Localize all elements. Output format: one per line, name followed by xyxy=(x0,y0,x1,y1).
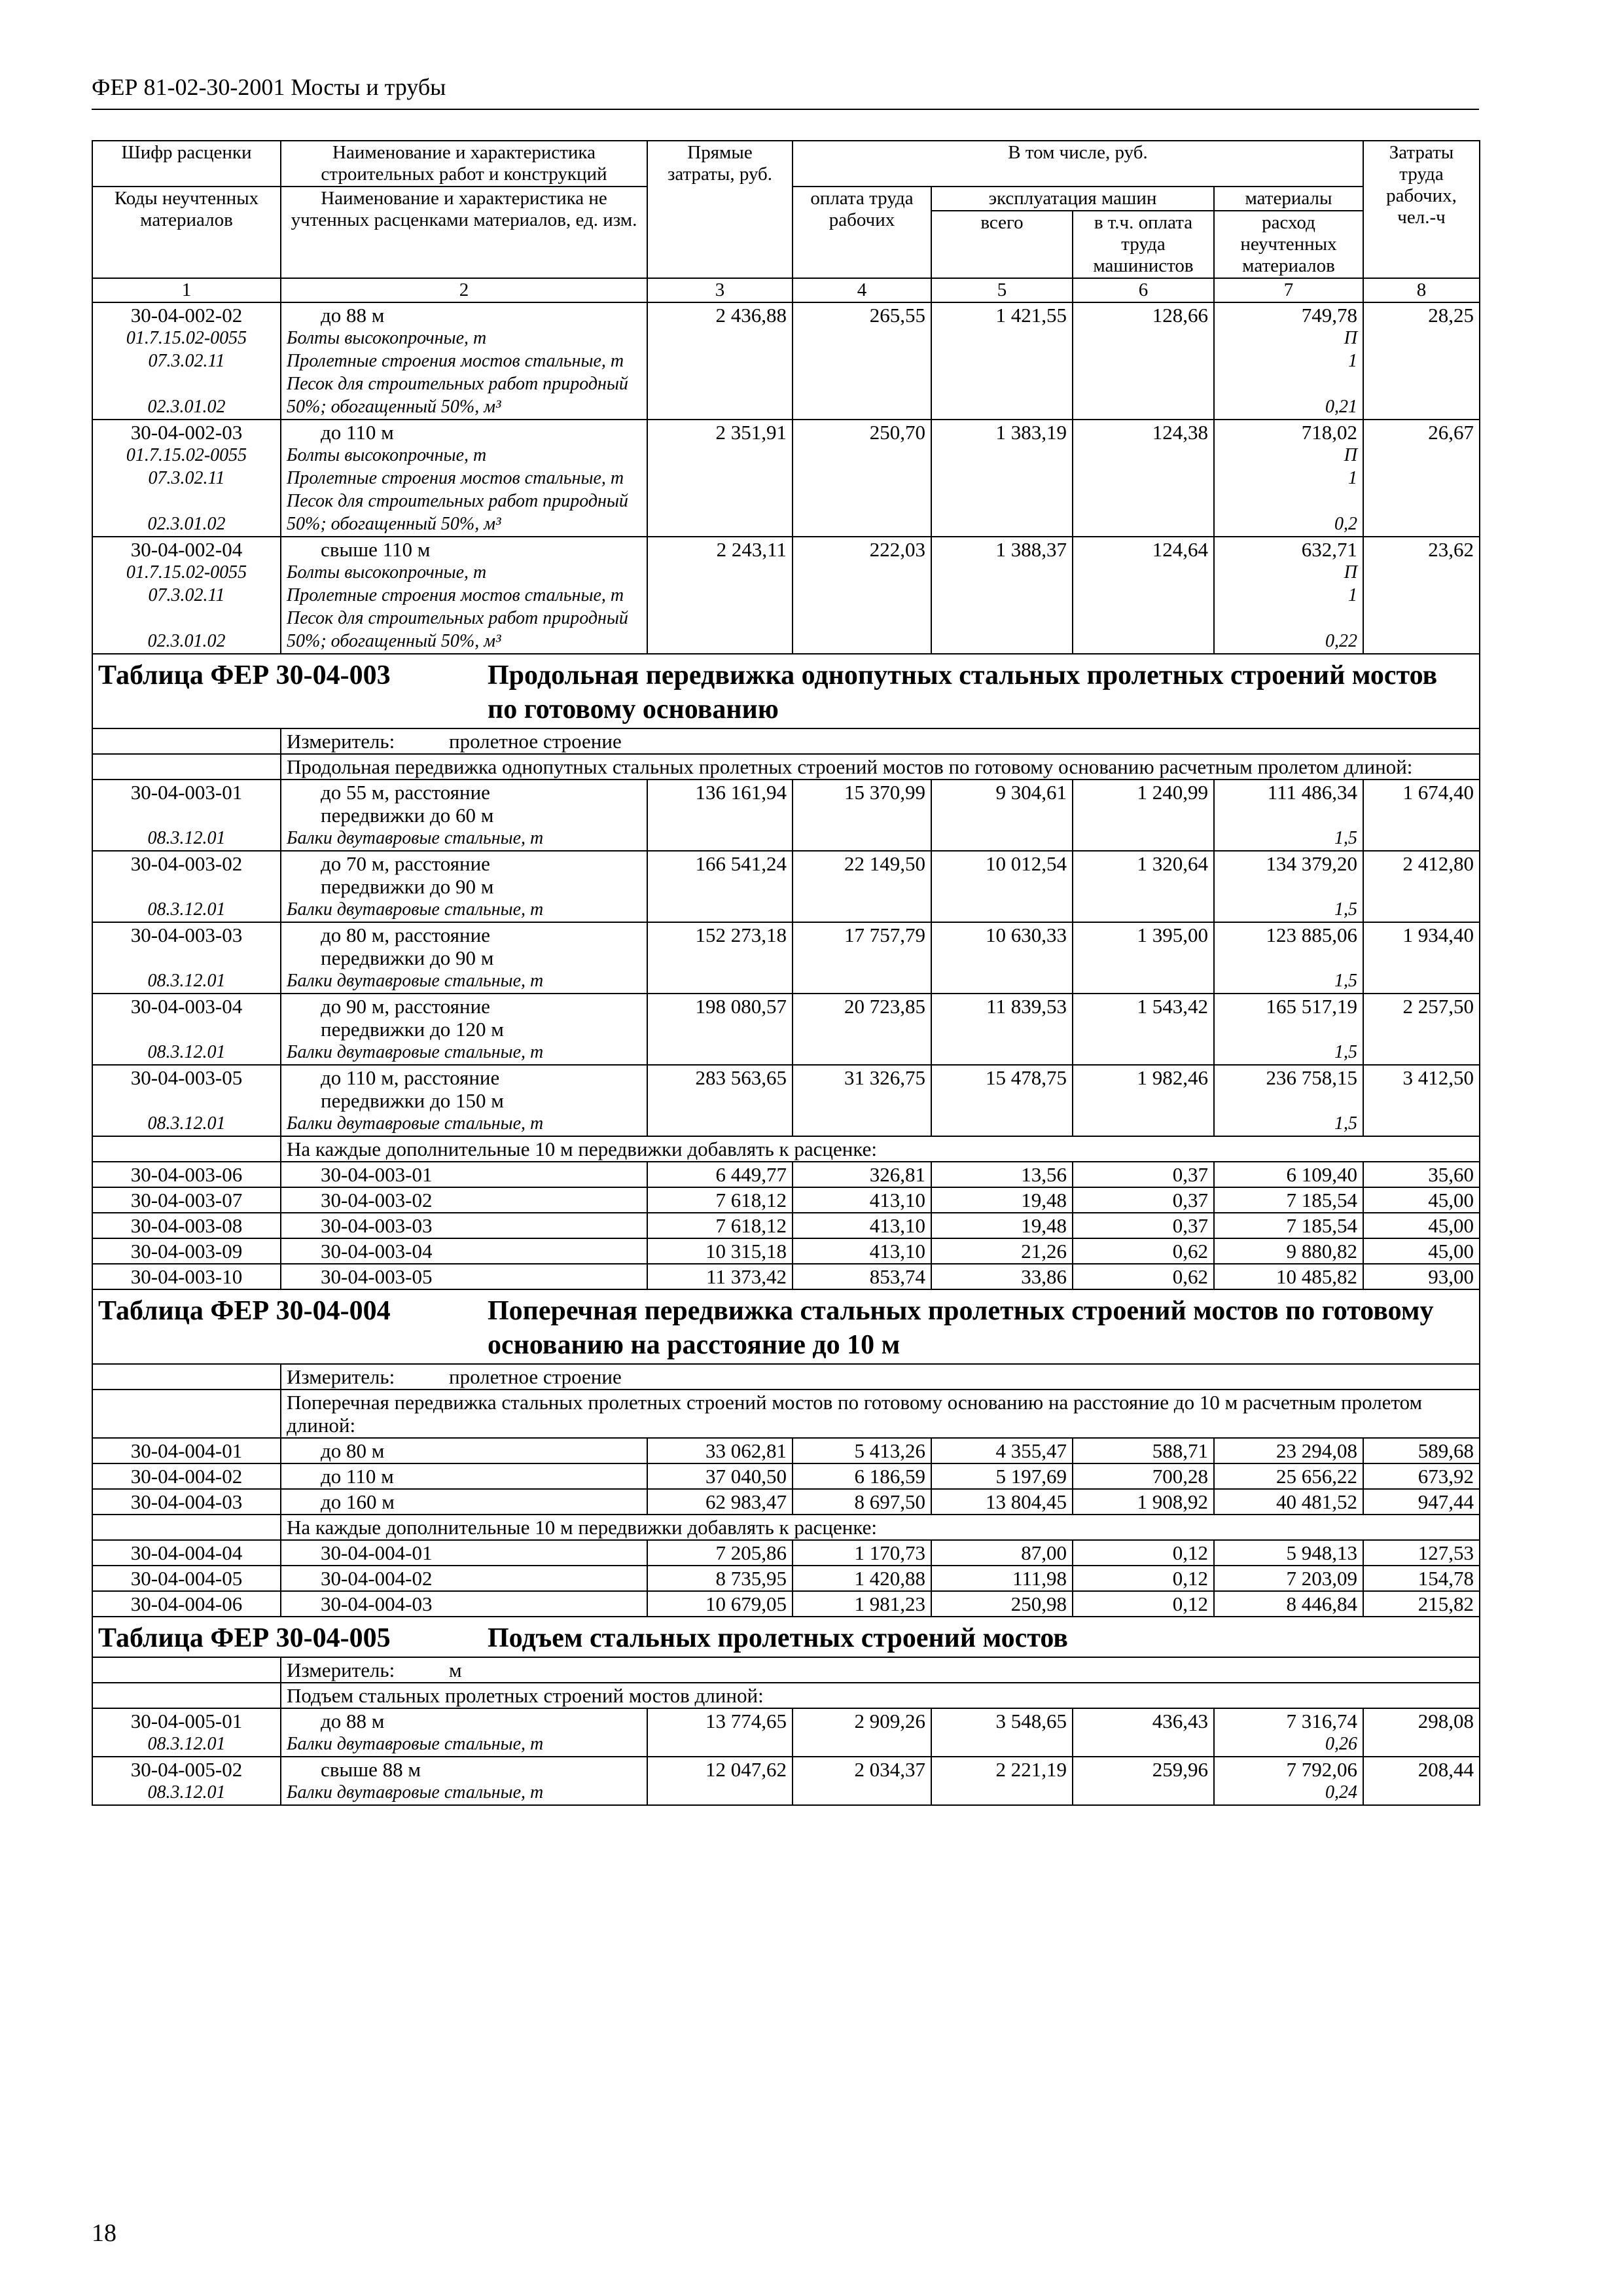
material-name: Балки двутавровые стальные, т xyxy=(287,1113,544,1134)
rate-row xyxy=(92,420,1480,537)
labor-hours: 28,25 xyxy=(1363,302,1480,420)
labor-hours: 127,53 xyxy=(1363,1540,1480,1566)
machines-total: 10 630,33 xyxy=(931,922,1073,994)
labor-pay: 265,55 xyxy=(793,302,931,420)
page-header: ФЕР 81-02-30-2001 Мосты и трубы xyxy=(92,74,446,100)
table-description: Подъем стальных пролетных строений мостов длиной: xyxy=(281,1683,1480,1708)
rate-code: 30-04-002-04 xyxy=(130,538,243,561)
machines-total: 1 383,19 xyxy=(931,420,1073,537)
rate-name: до 110 м xyxy=(281,1463,647,1489)
material-code: 07.3.02.11 xyxy=(148,585,225,605)
col-materials-header: материалы xyxy=(1214,187,1363,211)
base-rate-ref: 30-04-003-01 xyxy=(281,1162,647,1187)
material-name: Песок для строительных работ природный 50%; обогащенный 50%, м³ xyxy=(287,608,628,651)
rate-name: свыше 110 м xyxy=(321,538,431,561)
add-note: На каждые дополнительные 10 м передвижки добавлять к расценке: xyxy=(281,1515,1480,1540)
material-code: 07.3.02.11 xyxy=(148,351,225,371)
table-title-row xyxy=(92,1289,1480,1364)
measure-label: Измеритель: xyxy=(287,730,395,753)
direct-cost: 8 735,95 xyxy=(647,1566,793,1591)
col-mat-use-header: расход неучтенных материалов xyxy=(1214,211,1363,278)
rate-name: до 90 м, расстояние xyxy=(321,995,490,1018)
machines-total: 13 804,45 xyxy=(931,1489,1073,1515)
direct-cost: 7 618,12 xyxy=(647,1213,793,1238)
labor-pay: 250,70 xyxy=(793,420,931,537)
machinists-pay: 588,71 xyxy=(1073,1438,1214,1463)
direct-cost: 11 373,42 xyxy=(647,1264,793,1289)
direct-cost: 2 351,91 xyxy=(647,420,793,537)
add-rate-row xyxy=(92,1238,1480,1264)
labor-hours: 1 934,40 xyxy=(1363,922,1480,994)
materials-cost: 123 885,06 xyxy=(1266,924,1357,946)
materials-cost: 165 517,19 xyxy=(1266,995,1357,1018)
material-name: Балки двутавровые стальные, т xyxy=(287,1042,544,1062)
col-mach-pay-header: в т.ч. оплата труда машинистов xyxy=(1073,211,1214,278)
material-name: Болты высокопрочные, т xyxy=(287,445,487,465)
material-qty: 1,5 xyxy=(1334,828,1357,848)
materials-cost: 7 203,09 xyxy=(1214,1566,1363,1591)
rate-code: 30-04-003-05 xyxy=(130,1066,243,1089)
table-name: Подъем стальных пролетных строений мостов xyxy=(488,1623,1068,1653)
material-code: 01.7.15.02-0055 xyxy=(126,445,247,465)
table-name: Продольная передвижка однопутных стальных пролетных строений мостов по готовому основанию xyxy=(488,660,1438,725)
materials-cost: 10 485,82 xyxy=(1214,1264,1363,1289)
rate-name-cont: передвижки до 120 м xyxy=(321,1018,504,1041)
machines-total: 19,48 xyxy=(931,1187,1073,1213)
materials-cost: 6 109,40 xyxy=(1214,1162,1363,1187)
col-number: 3 xyxy=(647,278,793,302)
rate-name: до 80 м, расстояние xyxy=(321,924,490,946)
base-rate-ref: 30-04-003-04 xyxy=(281,1238,647,1264)
rate-row xyxy=(92,922,1480,994)
labor-hours: 947,44 xyxy=(1363,1489,1480,1515)
rate-code: 30-04-004-04 xyxy=(92,1540,281,1566)
direct-cost: 2 436,88 xyxy=(647,302,793,420)
base-rate-ref: 30-04-004-01 xyxy=(281,1540,647,1566)
col-number: 6 xyxy=(1073,278,1214,302)
rate-name: до 70 м, расстояние xyxy=(321,852,490,875)
labor-pay: 20 723,85 xyxy=(793,994,931,1065)
col-direct-header: Прямые затраты, руб. xyxy=(647,141,793,278)
rate-row xyxy=(92,1708,1480,1757)
measure-value: м xyxy=(449,1659,462,1681)
rate-code: 30-04-004-01 xyxy=(92,1438,281,1463)
machines-total: 3 548,65 xyxy=(931,1708,1073,1757)
labor-pay: 2 034,37 xyxy=(793,1757,931,1805)
material-name: Балки двутавровые стальные, т xyxy=(287,1734,544,1754)
material-code: 01.7.15.02-0055 xyxy=(126,562,247,583)
machinists-pay: 1 240,99 xyxy=(1073,780,1214,851)
rate-row xyxy=(92,1463,1480,1489)
direct-cost: 33 062,81 xyxy=(647,1438,793,1463)
materials-cost: 7 185,54 xyxy=(1214,1187,1363,1213)
machines-total: 1 388,37 xyxy=(931,537,1073,654)
material-code: 07.3.02.11 xyxy=(148,468,225,488)
col-number: 8 xyxy=(1363,278,1480,302)
material-qty: 1,5 xyxy=(1334,1042,1357,1062)
col-labor-header: Затраты труда рабочих, чел.-ч xyxy=(1363,141,1480,278)
machinists-pay: 124,38 xyxy=(1073,420,1214,537)
materials-cost: 23 294,08 xyxy=(1214,1438,1363,1463)
labor-hours: 298,08 xyxy=(1363,1708,1480,1757)
rate-code: 30-04-003-02 xyxy=(130,852,243,875)
labor-hours: 673,92 xyxy=(1363,1463,1480,1489)
rate-name: до 110 м xyxy=(321,421,394,444)
measure-row xyxy=(92,1657,1480,1683)
col-mach-total-header: всего xyxy=(931,211,1073,278)
labor-pay: 2 909,26 xyxy=(793,1708,931,1757)
add-note-row xyxy=(92,1515,1480,1540)
labor-hours: 1 674,40 xyxy=(1363,780,1480,851)
machinists-pay: 1 320,64 xyxy=(1073,851,1214,922)
header-rule xyxy=(92,109,1479,110)
material-code: 08.3.12.01 xyxy=(147,1042,226,1062)
material-code: 02.3.01.02 xyxy=(147,514,226,534)
machinists-pay: 436,43 xyxy=(1073,1708,1214,1757)
material-code: 01.7.15.02-0055 xyxy=(126,328,247,348)
machinists-pay: 0,62 xyxy=(1073,1264,1214,1289)
labor-pay: 413,10 xyxy=(793,1238,931,1264)
col-name-header: Наименование и характеристика строительных работ и конструкций xyxy=(281,141,647,187)
material-qty: 1 xyxy=(1348,468,1357,488)
direct-cost: 7 205,86 xyxy=(647,1540,793,1566)
rate-code: 30-04-003-09 xyxy=(92,1238,281,1264)
material-qty: П xyxy=(1344,445,1357,465)
base-rate-ref: 30-04-003-03 xyxy=(281,1213,647,1238)
material-code: 08.3.12.01 xyxy=(147,828,226,848)
col-matcode-header: Коды неучтенных материалов xyxy=(92,187,281,278)
material-code: 08.3.12.01 xyxy=(147,899,226,920)
machines-total: 10 012,54 xyxy=(931,851,1073,922)
col-number: 4 xyxy=(793,278,931,302)
rate-code: 30-04-002-03 xyxy=(130,421,243,444)
material-qty: 1 xyxy=(1348,585,1357,605)
machinists-pay: 0,37 xyxy=(1073,1187,1214,1213)
machines-total: 2 221,19 xyxy=(931,1757,1073,1805)
direct-cost: 10 679,05 xyxy=(647,1591,793,1617)
labor-hours: 589,68 xyxy=(1363,1438,1480,1463)
machinists-pay: 700,28 xyxy=(1073,1463,1214,1489)
add-note-row xyxy=(92,1136,1480,1162)
material-name: Пролетные строения мостов стальные, т xyxy=(287,351,624,371)
column-numbers-row xyxy=(92,278,1480,302)
material-qty: П xyxy=(1344,562,1357,583)
rate-code: 30-04-005-02 xyxy=(130,1758,243,1781)
table-name: Поперечная передвижка стальных пролетных строений мостов по готовому основанию на расстояние до 10 м xyxy=(488,1296,1434,1360)
description-row xyxy=(92,754,1480,780)
materials-cost: 7 316,74 xyxy=(1286,1710,1357,1732)
header-row-1 xyxy=(92,141,1480,187)
rate-name-cont: передвижки до 90 м xyxy=(321,875,494,898)
rate-name-cont: передвижки до 60 м xyxy=(321,804,494,827)
col-number: 1 xyxy=(92,278,281,302)
machines-total: 11 839,53 xyxy=(931,994,1073,1065)
material-qty: 1,5 xyxy=(1334,1113,1357,1134)
labor-hours: 215,82 xyxy=(1363,1591,1480,1617)
materials-cost: 236 758,15 xyxy=(1266,1066,1357,1089)
labor-hours: 23,62 xyxy=(1363,537,1480,654)
direct-cost: 166 541,24 xyxy=(647,851,793,922)
col-incl-header: В том числе, руб. xyxy=(793,141,1363,187)
table-title-row xyxy=(92,1617,1480,1657)
machines-total: 250,98 xyxy=(931,1591,1073,1617)
add-rate-row xyxy=(92,1566,1480,1591)
col-machines-header: эксплуатация машин xyxy=(931,187,1214,211)
machinists-pay: 0,12 xyxy=(1073,1566,1214,1591)
machinists-pay: 128,66 xyxy=(1073,302,1214,420)
rate-code: 30-04-002-02 xyxy=(130,304,243,327)
col-code-header: Шифр расценки xyxy=(92,141,281,187)
add-note: На каждые дополнительные 10 м передвижки добавлять к расценке: xyxy=(281,1136,1480,1162)
machines-total: 33,86 xyxy=(931,1264,1073,1289)
rate-row xyxy=(92,1065,1480,1136)
material-name: Песок для строительных работ природный 50%; обогащенный 50%, м³ xyxy=(287,374,628,417)
labor-hours: 2 412,80 xyxy=(1363,851,1480,922)
direct-cost: 198 080,57 xyxy=(647,994,793,1065)
description-row xyxy=(92,1390,1480,1438)
rate-code: 30-04-003-04 xyxy=(130,995,243,1018)
rate-code: 30-04-003-07 xyxy=(92,1187,281,1213)
labor-hours: 26,67 xyxy=(1363,420,1480,537)
labor-pay: 6 186,59 xyxy=(793,1463,931,1489)
materials-cost: 7 185,54 xyxy=(1214,1213,1363,1238)
machines-total: 87,00 xyxy=(931,1540,1073,1566)
machines-total: 5 197,69 xyxy=(931,1463,1073,1489)
machines-total: 21,26 xyxy=(931,1238,1073,1264)
direct-cost: 12 047,62 xyxy=(647,1757,793,1805)
materials-cost: 5 948,13 xyxy=(1214,1540,1363,1566)
rate-code: 30-04-003-01 xyxy=(130,781,243,804)
direct-cost: 152 273,18 xyxy=(647,922,793,994)
machinists-pay: 124,64 xyxy=(1073,537,1214,654)
material-name: Балки двутавровые стальные, т xyxy=(287,1782,544,1803)
rate-row xyxy=(92,994,1480,1065)
page-number: 18 xyxy=(92,2219,116,2247)
measure-row xyxy=(92,1364,1480,1390)
material-name: Пролетные строения мостов стальные, т xyxy=(287,468,624,488)
material-code: 02.3.01.02 xyxy=(147,397,226,417)
materials-cost: 9 880,82 xyxy=(1214,1238,1363,1264)
materials-cost: 25 656,22 xyxy=(1214,1463,1363,1489)
materials-cost: 632,71 xyxy=(1301,538,1357,561)
labor-pay: 31 326,75 xyxy=(793,1065,931,1136)
add-rate-row xyxy=(92,1162,1480,1187)
labor-hours: 2 257,50 xyxy=(1363,994,1480,1065)
materials-cost: 7 792,06 xyxy=(1286,1758,1357,1781)
machinists-pay: 1 543,42 xyxy=(1073,994,1214,1065)
labor-pay: 15 370,99 xyxy=(793,780,931,851)
direct-cost: 283 563,65 xyxy=(647,1065,793,1136)
price-table xyxy=(92,140,1480,1806)
rate-row xyxy=(92,780,1480,851)
material-qty: 0,22 xyxy=(1325,631,1357,651)
machinists-pay: 1 395,00 xyxy=(1073,922,1214,994)
rate-code: 30-04-003-06 xyxy=(92,1162,281,1187)
add-rate-row xyxy=(92,1540,1480,1566)
material-qty: 0,26 xyxy=(1325,1734,1357,1754)
machinists-pay: 1 982,46 xyxy=(1073,1065,1214,1136)
rate-row xyxy=(92,851,1480,922)
table-title-row xyxy=(92,654,1480,728)
measure-label: Измеритель: xyxy=(287,1365,395,1388)
rate-code: 30-04-004-03 xyxy=(92,1489,281,1515)
direct-cost: 13 774,65 xyxy=(647,1708,793,1757)
direct-cost: 10 315,18 xyxy=(647,1238,793,1264)
rate-name-cont: передвижки до 90 м xyxy=(321,946,494,969)
labor-pay: 222,03 xyxy=(793,537,931,654)
table-number: Таблица ФЕР 30-04-003 xyxy=(98,660,391,691)
machines-total: 9 304,61 xyxy=(931,780,1073,851)
machines-total: 111,98 xyxy=(931,1566,1073,1591)
direct-cost: 136 161,94 xyxy=(647,780,793,851)
col-number: 2 xyxy=(281,278,647,302)
table-description: Поперечная передвижка стальных пролетных строений мостов по готовому основанию на расстояние до 10 м расчетным пролетом длиной: xyxy=(281,1390,1480,1438)
material-name: Балки двутавровые стальные, т xyxy=(287,971,544,991)
material-qty: 0,24 xyxy=(1325,1782,1357,1803)
machines-total: 4 355,47 xyxy=(931,1438,1073,1463)
labor-pay: 413,10 xyxy=(793,1213,931,1238)
labor-hours: 208,44 xyxy=(1363,1757,1480,1805)
material-code: 08.3.12.01 xyxy=(147,1113,226,1134)
rate-code: 30-04-004-05 xyxy=(92,1566,281,1591)
material-qty: П xyxy=(1344,328,1357,348)
rate-row xyxy=(92,537,1480,654)
col-matname-header: Наименование и характеристика не учтенных расценками материалов, ед. изм. xyxy=(281,187,647,278)
material-name: Балки двутавровые стальные, т xyxy=(287,899,544,920)
labor-hours: 35,60 xyxy=(1363,1162,1480,1187)
labor-hours: 45,00 xyxy=(1363,1213,1480,1238)
machinists-pay: 0,12 xyxy=(1073,1591,1214,1617)
labor-pay: 326,81 xyxy=(793,1162,931,1187)
table-number: Таблица ФЕР 30-04-005 xyxy=(98,1623,391,1653)
machinists-pay: 0,37 xyxy=(1073,1162,1214,1187)
machines-total: 19,48 xyxy=(931,1213,1073,1238)
rate-row xyxy=(92,1489,1480,1515)
base-rate-ref: 30-04-004-02 xyxy=(281,1566,647,1591)
material-name: Пролетные строения мостов стальные, т xyxy=(287,585,624,605)
rate-row xyxy=(92,1438,1480,1463)
add-rate-row xyxy=(92,1591,1480,1617)
labor-pay: 8 697,50 xyxy=(793,1489,931,1515)
material-qty: 1 xyxy=(1348,351,1357,371)
rate-name-cont: передвижки до 150 м xyxy=(321,1089,504,1112)
add-rate-row xyxy=(92,1213,1480,1238)
rate-code: 30-04-004-02 xyxy=(92,1463,281,1489)
direct-cost: 7 618,12 xyxy=(647,1187,793,1213)
machinists-pay: 0,62 xyxy=(1073,1238,1214,1264)
materials-cost: 718,02 xyxy=(1301,421,1357,444)
materials-cost: 111 486,34 xyxy=(1267,781,1357,804)
material-name: Песок для строительных работ природный 50%; обогащенный 50%, м³ xyxy=(287,491,628,534)
material-code: 08.3.12.01 xyxy=(147,971,226,991)
table-number: Таблица ФЕР 30-04-004 xyxy=(98,1296,391,1326)
labor-hours: 154,78 xyxy=(1363,1566,1480,1591)
material-name: Балки двутавровые стальные, т xyxy=(287,828,544,848)
base-rate-ref: 30-04-004-03 xyxy=(281,1591,647,1617)
machinists-pay: 0,37 xyxy=(1073,1213,1214,1238)
labor-hours: 45,00 xyxy=(1363,1187,1480,1213)
materials-cost: 40 481,52 xyxy=(1214,1489,1363,1515)
labor-hours: 93,00 xyxy=(1363,1264,1480,1289)
base-rate-ref: 30-04-003-05 xyxy=(281,1264,647,1289)
direct-cost: 2 243,11 xyxy=(647,537,793,654)
machines-total: 15 478,75 xyxy=(931,1065,1073,1136)
col-pay-header: оплата труда рабочих xyxy=(793,187,931,278)
labor-pay: 5 413,26 xyxy=(793,1438,931,1463)
material-code: 08.3.12.01 xyxy=(147,1734,226,1754)
material-name: Болты высокопрочные, т xyxy=(287,562,487,583)
measure-row xyxy=(92,728,1480,754)
base-rate-ref: 30-04-003-02 xyxy=(281,1187,647,1213)
material-code: 02.3.01.02 xyxy=(147,631,226,651)
rate-name: до 88 м xyxy=(321,1710,385,1732)
rate-name: свыше 88 м xyxy=(321,1758,421,1781)
measure-value: пролетное строение xyxy=(449,730,622,753)
rate-row xyxy=(92,1757,1480,1805)
rate-name: до 160 м xyxy=(281,1489,647,1515)
labor-pay: 1 420,88 xyxy=(793,1566,931,1591)
rate-name: до 88 м xyxy=(321,304,385,327)
labor-pay: 22 149,50 xyxy=(793,851,931,922)
labor-pay: 1 170,73 xyxy=(793,1540,931,1566)
material-qty: 1,5 xyxy=(1334,899,1357,920)
direct-cost: 37 040,50 xyxy=(647,1463,793,1489)
rate-code: 30-04-003-03 xyxy=(130,924,243,946)
direct-cost: 62 983,47 xyxy=(647,1489,793,1515)
machines-total: 13,56 xyxy=(931,1162,1073,1187)
col-number: 5 xyxy=(931,278,1073,302)
measure-label: Измеритель: xyxy=(287,1659,395,1681)
rate-name: до 80 м xyxy=(281,1438,647,1463)
col-number: 7 xyxy=(1214,278,1363,302)
machines-total: 1 421,55 xyxy=(931,302,1073,420)
machinists-pay: 259,96 xyxy=(1073,1757,1214,1805)
labor-pay: 413,10 xyxy=(793,1187,931,1213)
rate-code: 30-04-004-06 xyxy=(92,1591,281,1617)
rate-name: до 110 м, расстояние xyxy=(321,1066,500,1089)
labor-hours: 45,00 xyxy=(1363,1238,1480,1264)
material-qty: 1,5 xyxy=(1334,971,1357,991)
machinists-pay: 0,12 xyxy=(1073,1540,1214,1566)
materials-cost: 8 446,84 xyxy=(1214,1591,1363,1617)
add-rate-row xyxy=(92,1187,1480,1213)
material-code: 08.3.12.01 xyxy=(147,1782,226,1803)
material-qty: 0,21 xyxy=(1325,397,1357,417)
direct-cost: 6 449,77 xyxy=(647,1162,793,1187)
rate-name: до 55 м, расстояние xyxy=(321,781,490,804)
add-rate-row xyxy=(92,1264,1480,1289)
labor-hours: 3 412,50 xyxy=(1363,1065,1480,1136)
measure-value: пролетное строение xyxy=(449,1365,622,1388)
labor-pay: 853,74 xyxy=(793,1264,931,1289)
rate-code: 30-04-003-10 xyxy=(92,1264,281,1289)
material-qty: 0,2 xyxy=(1334,514,1357,534)
rate-code: 30-04-005-01 xyxy=(130,1710,243,1732)
description-row xyxy=(92,1683,1480,1708)
table-description: Продольная передвижка однопутных стальных пролетных строений мостов по готовому основанию расчетным пролетом длиной: xyxy=(281,754,1480,780)
rate-code: 30-04-003-08 xyxy=(92,1213,281,1238)
labor-pay: 17 757,79 xyxy=(793,922,931,994)
rate-row xyxy=(92,302,1480,420)
materials-cost: 134 379,20 xyxy=(1266,852,1357,875)
materials-cost: 749,78 xyxy=(1301,304,1357,327)
labor-pay: 1 981,23 xyxy=(793,1591,931,1617)
machinists-pay: 1 908,92 xyxy=(1073,1489,1214,1515)
material-name: Болты высокопрочные, т xyxy=(287,328,487,348)
